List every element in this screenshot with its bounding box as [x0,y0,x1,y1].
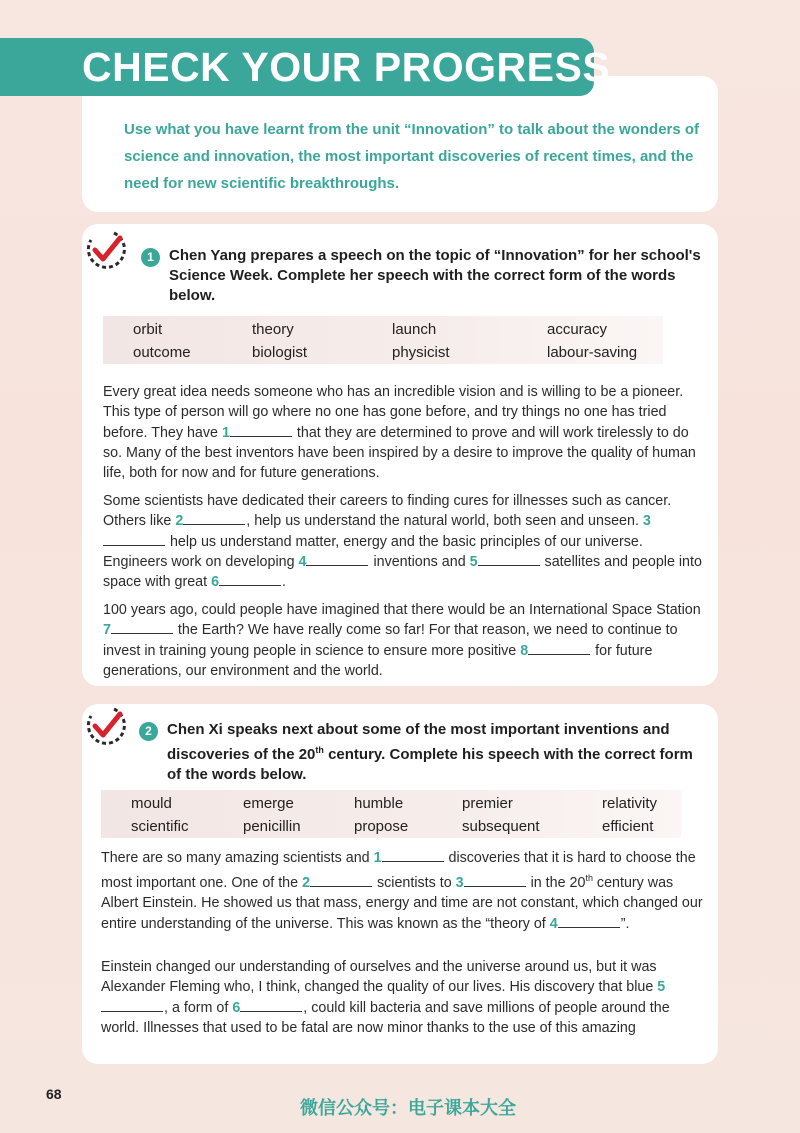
gap-number: 2 [302,875,311,892]
exercise-2-paragraph-1: There are so many amazing scientists and 1 discoveries that it is hard to choose the most important one. One of the 2 scientists to 3 in the 20th century was Albert Einstein. He showed us that mass, energy and time are not constant, which changed our entire understanding of the universe. This was known as the “theory of 4 ”. [101,850,703,932]
check-progress-icon [84,704,128,748]
word-2: theory [252,321,294,338]
answer-blank[interactable] [219,573,281,586]
word-4: premier [462,795,513,812]
page-title: CHECK YOUR PROGRESS [82,44,611,90]
exercise-1-paragraph-2: Some scientists have dedicated their careers to finding cures for illnesses such as cancer. Others like 2 , help us understand the natural world, both seen and unseen. 3 help us understand matter, energy and the basic principles of our universe. Engineers work on developing 4 inventions and 5 satellites and people into space with great 6 . [103,493,702,591]
word-8: labour-saving [547,344,638,361]
word-4: accuracy [547,321,608,338]
page-number: 68 [46,1086,62,1102]
footer-text: 微信公众号：电子课本大全 [300,1098,516,1119]
gap-number: 1 [221,424,230,441]
word-8: propose [354,818,409,835]
gap-number: 5 [469,553,478,570]
word-5: relativity [602,795,658,812]
gap-number: 2 [175,513,184,530]
word-2: emerge [243,795,294,812]
gap-number: 6 [232,999,241,1016]
answer-blank[interactable] [528,642,590,655]
answer-blank[interactable] [464,874,526,887]
word-1: orbit [133,321,163,338]
check-progress-icon [84,228,128,272]
exercise-2-number: 2 [139,722,158,741]
exercise-1-paragraph-1: Every great idea needs someone who has an incredible vision and is willing to be a pioneer. This type of person will go where no one has gone before, and try things no one has tried before. They have 1 that they are determined to prove and will work tirelessly to do so. Many of the best inventors have been inspired by a desire to improve the quality of human life, both for now and for future generations. [103,384,696,482]
exercise-1-instruction: Chen Yang prepares a speech on the topic of “Innovation” for her school's Science Week. Complete her speech with the correct form of the words below. [169,247,701,304]
gap-number: 8 [520,642,529,659]
answer-blank[interactable] [183,512,245,525]
answer-blank[interactable] [478,553,540,566]
answer-blank[interactable] [240,999,302,1012]
answer-blank[interactable] [306,553,368,566]
word-7: penicillin [243,818,301,835]
gap-number: 3 [455,875,464,892]
answer-blank[interactable] [103,533,165,546]
word-9: subsequent [462,818,540,835]
word-6: biologist [252,344,308,361]
intro-text: Use what you have learnt from the unit “Innovation” to talk about the wonders of science and innovation, the most important discoveries of recent times, and the need for new scientific breakthroughs. [124,121,700,192]
gap-number: 4 [549,915,558,932]
exercise-1-paragraph-3: 100 years ago, could people have imagined that there would be an International Space Station 7 the Earth? We have really come so far! For that reason, we need to continue to invest in training young people in science to ensure more positive 8 for future generations, our environment and the world. [103,602,701,679]
gap-number: 4 [298,553,307,570]
word-1: mould [131,795,172,812]
gap-number: 1 [373,850,382,866]
gap-number: 6 [211,574,220,591]
gap-number: 5 [657,979,666,996]
word-5: outcome [133,344,191,361]
word-3: launch [392,321,437,338]
word-10: efficient [602,818,654,835]
gap-number: 3 [642,513,651,530]
answer-blank[interactable] [230,424,292,437]
word-3: humble [354,795,404,812]
gap-number: 7 [103,622,111,639]
answer-blank[interactable] [558,915,620,928]
answer-blank[interactable] [111,621,173,634]
exercise-1-number: 1 [141,248,160,267]
exercise-2-instruction: Chen Xi speaks next about some of the most important inventions and discoveries of the 20th century. Complete his speech with the correct form of the words below. [167,721,693,783]
exercise-2-paragraph-2: Einstein changed our understanding of ourselves and the universe around us, but it was Alexander Fleming who, I think, changed the quality of our lives. His discovery that blue 5, a form of 6 , could kill bacteria and save millions of people around the world. Illnesses that used to be fatal are now minor thanks to the use of this amazing [101,959,670,1036]
answer-blank[interactable] [310,874,372,887]
answer-blank[interactable] [101,999,163,1012]
word-7: physicist [392,344,450,361]
word-6: scientific [131,818,189,835]
answer-blank[interactable] [382,849,444,862]
